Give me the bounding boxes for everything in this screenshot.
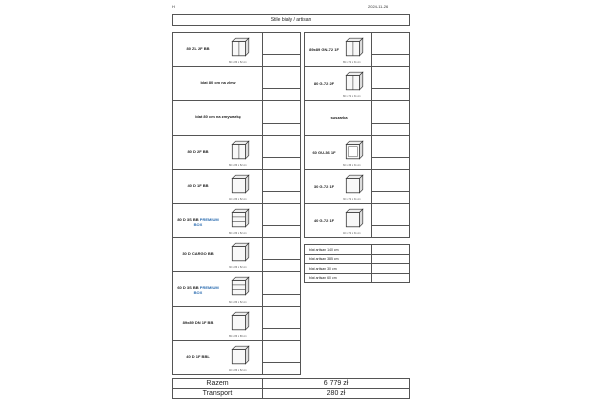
countertop-label: blat artisan 30 cm [309, 266, 337, 271]
document-title: Stile biały / artisan [172, 14, 410, 26]
wall-cabinet-dimensions: 40 x 72 x 31 cm [343, 232, 361, 236]
wall-cabinet-row [304, 100, 372, 135]
wall-cabinet-notes-box [371, 169, 410, 204]
cabinet-row [172, 237, 263, 272]
wall-cabinet-row [304, 203, 372, 238]
cabinet-notes-box [262, 100, 301, 135]
wall-cabinet-notes-box [371, 135, 410, 170]
cabinet-dimensions: 40 x 86 x 52 cm [229, 368, 247, 372]
cabinet-notes-box [262, 271, 301, 306]
note-line [372, 54, 409, 55]
cabinet-label [175, 46, 221, 51]
cabinet-label [175, 217, 221, 227]
wall-cabinet-dimensions: 30 x 72 x 31 cm [343, 197, 361, 201]
cabinet-dimensions: 80 x 86 x 52 cm [229, 232, 247, 236]
wall-cabinet-row [304, 66, 372, 101]
cabinet-drawing-icon [229, 275, 251, 297]
wall-cabinet-row [304, 169, 372, 204]
cabinet-dimensions: 89 x 86 x 89 cm [229, 334, 247, 338]
cabinet-code: 80 D 3S BB [177, 217, 199, 223]
cabinet-code: 40 D 1F BB [187, 182, 209, 188]
note-line [263, 191, 300, 192]
cabinet-drawing-icon [229, 173, 251, 195]
cabinet-row [172, 306, 263, 341]
cabinet-premium-label: PREMIUM BOX [193, 217, 219, 228]
cabinet-dimensions: 80 x 86 x 52 cm [229, 61, 247, 65]
cabinet-code: 60 D 3S BB [177, 285, 199, 291]
note-line [263, 157, 300, 158]
cabinet-dimensions: 30 x 86 x 52 cm [229, 266, 247, 270]
note-line [372, 123, 409, 124]
cabinet-label [175, 149, 221, 154]
total-label: Razem [172, 378, 263, 389]
cabinet-row [172, 169, 263, 204]
cabinet-drawing-icon [343, 70, 365, 92]
wall-cabinet-notes-box [371, 203, 410, 238]
cabinet-notes-box [262, 306, 301, 341]
cabinet-drawing-icon [229, 36, 251, 58]
cabinet-label [175, 114, 261, 119]
cabinet-code: 40 D 1F BBL [186, 353, 210, 359]
cabinet-drawing-icon [343, 173, 365, 195]
wall-cabinet-label: 60 GU-36 1F [312, 149, 336, 155]
cabinet-notes-box [262, 66, 301, 101]
wall-cabinet-dimensions: 60 x 36 x 31 cm [343, 163, 361, 167]
cabinet-drawing-icon [343, 36, 365, 58]
cabinet-row [172, 271, 263, 306]
note-line [372, 191, 409, 192]
wall-cabinet-label: 40 G-72 1F [313, 218, 335, 224]
cabinet-dimensions: 60 x 86 x 52 cm [229, 300, 247, 304]
wall-cabinet-label: 80 G-72 2F [313, 81, 335, 87]
cabinet-row [172, 203, 263, 238]
wall-cabinet-row [304, 135, 372, 170]
cabinet-notes-box [262, 340, 301, 375]
cabinet-row [172, 32, 263, 67]
cabinet-code: 80 D 2F BB [187, 148, 209, 154]
header-left: H [172, 4, 175, 9]
wall-cabinet-row [304, 32, 372, 67]
countertop-row [304, 273, 372, 284]
cabinet-notes-box [262, 169, 301, 204]
cabinet-notes-box [262, 32, 301, 67]
wall-cabinet-label: suszarka [330, 115, 348, 121]
cabinet-drawing-icon [343, 139, 365, 161]
note-line [263, 88, 300, 89]
note-line [263, 259, 300, 260]
wall-cabinet-label: 30 G-72 1F [313, 183, 335, 189]
note-line [263, 294, 300, 295]
countertop-label: blat artisan 60 cm [309, 276, 337, 280]
cabinet-drawing-icon [229, 207, 251, 229]
cabinet-drawing-icon [229, 344, 251, 366]
cabinet-drawing-icon [229, 310, 251, 332]
wall-cabinet-label: 89x89 GN-72 1F [309, 47, 339, 53]
cabinet-label [175, 285, 221, 295]
cabinet-row [172, 340, 263, 375]
cabinet-code: blat 80 cm na zmywarkę [195, 114, 241, 120]
transport-value: 280 zł [262, 388, 410, 399]
cabinet-drawing-icon [229, 139, 251, 161]
wall-cabinet-notes-box [371, 66, 410, 101]
countertop-notes-box [371, 273, 410, 284]
note-line [263, 123, 300, 124]
countertop-label: blat artisan 385 cm [309, 257, 339, 261]
cabinet-row [172, 100, 263, 135]
cabinet-label [175, 320, 221, 325]
note-line [263, 54, 300, 55]
wall-cabinet-dimensions: 89 x 72 x 31 cm [343, 61, 361, 65]
cabinet-dimensions: 80 x 86 x 52 cm [229, 163, 247, 167]
cabinet-code: 89x89 DN 1F BB [182, 319, 214, 325]
transport-label: Transport [172, 388, 263, 399]
note-line [372, 88, 409, 89]
cabinet-code: blat 80 cm na zlew [200, 80, 236, 86]
cabinet-row [172, 66, 263, 101]
countertop-label: blat artisan 140 cm [309, 247, 339, 252]
wall-cabinet-notes-box [371, 32, 410, 67]
note-line [263, 225, 300, 226]
cabinet-premium-label: PREMIUM BOX [193, 285, 219, 296]
cabinet-row [172, 135, 263, 170]
total-value: 6 779 zł [262, 378, 410, 389]
cabinet-label [175, 251, 221, 256]
wall-cabinet-dimensions: 80 x 72 x 31 cm [343, 95, 361, 99]
header-date: 2024-11-26 [368, 4, 389, 9]
cabinet-drawing-icon [343, 207, 365, 229]
cabinet-drawing-icon [229, 241, 251, 263]
cabinet-code: 30 D CARGO BB [182, 251, 214, 257]
note-line [372, 157, 409, 158]
cabinet-dimensions: 40 x 86 x 52 cm [229, 197, 247, 201]
cabinet-notes-box [262, 135, 301, 170]
note-line [263, 328, 300, 329]
note-line [263, 362, 300, 363]
cabinet-label [175, 80, 261, 85]
cabinet-label [175, 183, 221, 188]
cabinet-notes-box [262, 203, 301, 238]
note-line [372, 225, 409, 226]
cabinet-notes-box [262, 237, 301, 272]
cabinet-code: 80 ZL 2F BB [186, 46, 210, 52]
cabinet-label [175, 354, 221, 359]
wall-cabinet-notes-box [371, 100, 410, 135]
